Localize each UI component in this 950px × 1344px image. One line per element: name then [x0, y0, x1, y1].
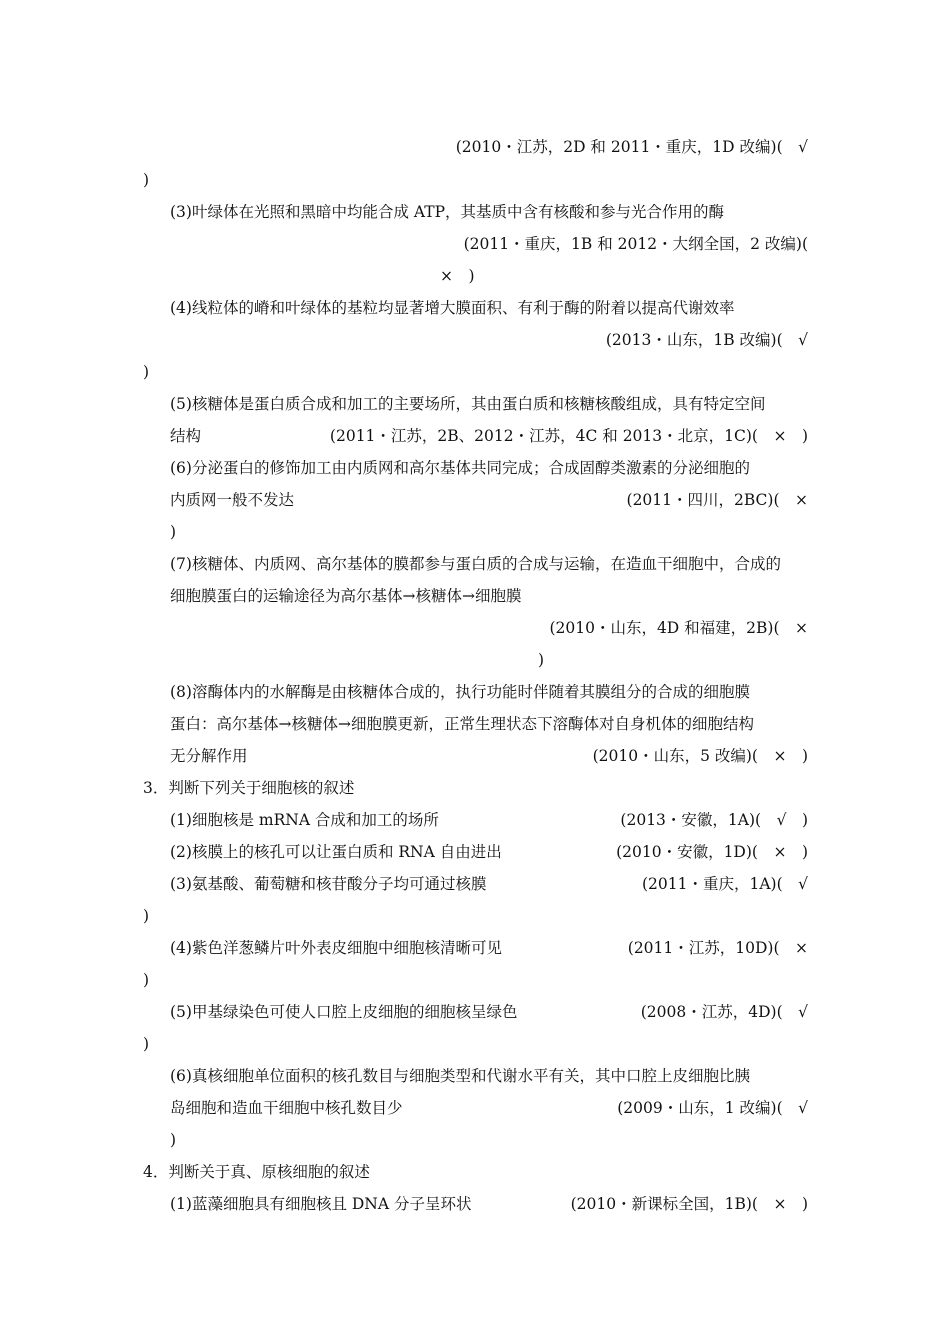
item-text: (5)甲基绿染色可使人口腔上皮细胞的细胞核呈绿色	[170, 1003, 518, 1021]
item-text: (6)分泌蛋白的修饰加工由内质网和高尔基体共同完成；合成固醇类激素的分泌细胞的	[170, 459, 750, 477]
answer-close: )	[170, 1131, 177, 1149]
answer-close: )	[143, 971, 150, 989]
item-text: (1)细胞核是 mRNA 合成和加工的场所	[170, 811, 439, 829]
item-text: (4)线粒体的嵴和叶绿体的基粒均显著增大膜面积、有利于酶的附着以提高代谢效率	[170, 299, 735, 317]
answer-close: )	[538, 651, 545, 669]
answer-close: )	[143, 1035, 150, 1053]
answer-close: )	[143, 171, 150, 189]
item-text: 无分解作用	[170, 747, 248, 765]
item-text: (4)紫色洋葱鳞片叶外表皮细胞中细胞核清晰可见	[170, 939, 502, 957]
item-text: (1)蓝藻细胞具有细胞核且 DNA 分子呈环状	[170, 1195, 472, 1213]
item-text: (3)氨基酸、葡萄糖和核苷酸分子均可通过核膜	[170, 875, 487, 893]
source-line: (2011・四川，2BC)( ×	[626, 491, 808, 509]
section-heading: 4．判断关于真、原核细胞的叙述	[143, 1163, 370, 1181]
section-heading: 3．判断下列关于细胞核的叙述	[143, 779, 355, 797]
item-text: (3)叶绿体在光照和黑暗中均能合成 ATP，其基质中含有核酸和参与光合作用的酶	[170, 203, 724, 221]
item-text: (5)核糖体是蛋白质合成和加工的主要场所，其由蛋白质和核糖核酸组成，具有特定空间	[170, 395, 766, 413]
source-line: (2011・重庆，1A)( √	[641, 875, 808, 893]
source-line: (2010・江苏，2D 和 2011・重庆，1D 改编)( √	[455, 138, 808, 156]
source-line: (2011・江苏，10D)( ×	[627, 939, 808, 957]
source-line: (2013・山东，1B 改编)( √	[605, 331, 808, 349]
item-text: 细胞膜蛋白的运输途径为高尔基体→核糖体→细胞膜	[170, 587, 522, 605]
item-text: 岛细胞和造血干细胞中核孔数目少	[170, 1099, 403, 1117]
source-line: (2009・山东，1 改编)( √	[617, 1099, 808, 1117]
source-line: (2010・山东，4D 和福建，2B)( ×	[549, 619, 808, 637]
item-text: (2)核膜上的核孔可以让蛋白质和 RNA 自由进出	[170, 843, 502, 861]
item-text: 内质网一般不发达	[170, 491, 295, 509]
source-line: (2010・新课标全国，1B)( × )	[570, 1195, 808, 1213]
item-text: (7)核糖体、内质网、高尔基体的膜都参与蛋白质的合成与运输，在造血干细胞中，合成的	[170, 555, 781, 573]
answer-close: )	[143, 907, 150, 925]
answer-mark: × )	[440, 267, 475, 285]
source-line: (2008・江苏，4D)( √	[640, 1003, 808, 1021]
source-line: (2013・安徽，1A)( √ )	[620, 811, 808, 829]
source-line: (2010・山东，5 改编)( × )	[592, 747, 808, 765]
source-line: (2011・重庆，1B 和 2012・大纲全国，2 改编)(	[463, 235, 808, 253]
item-text: (8)溶酶体内的水解酶是由核糖体合成的，执行功能时伴随着其膜组分的合成的细胞膜	[170, 683, 750, 701]
item-text: 结构	[170, 427, 202, 445]
answer-close: )	[170, 523, 177, 541]
source-line: (2011・江苏，2B、2012・江苏，4C 和 2013・北京，1C)( × )	[329, 427, 808, 445]
answer-close: )	[143, 363, 150, 381]
item-text: (6)真核细胞单位面积的核孔数目与细胞类型和代谢水平有关，其中口腔上皮细胞比胰	[170, 1067, 750, 1085]
source-line: (2010・安徽，1D)( × )	[616, 843, 808, 861]
item-text: 蛋白：高尔基体→核糖体→细胞膜更新，正常生理状态下溶酶体对自身机体的细胞结构	[170, 715, 754, 733]
